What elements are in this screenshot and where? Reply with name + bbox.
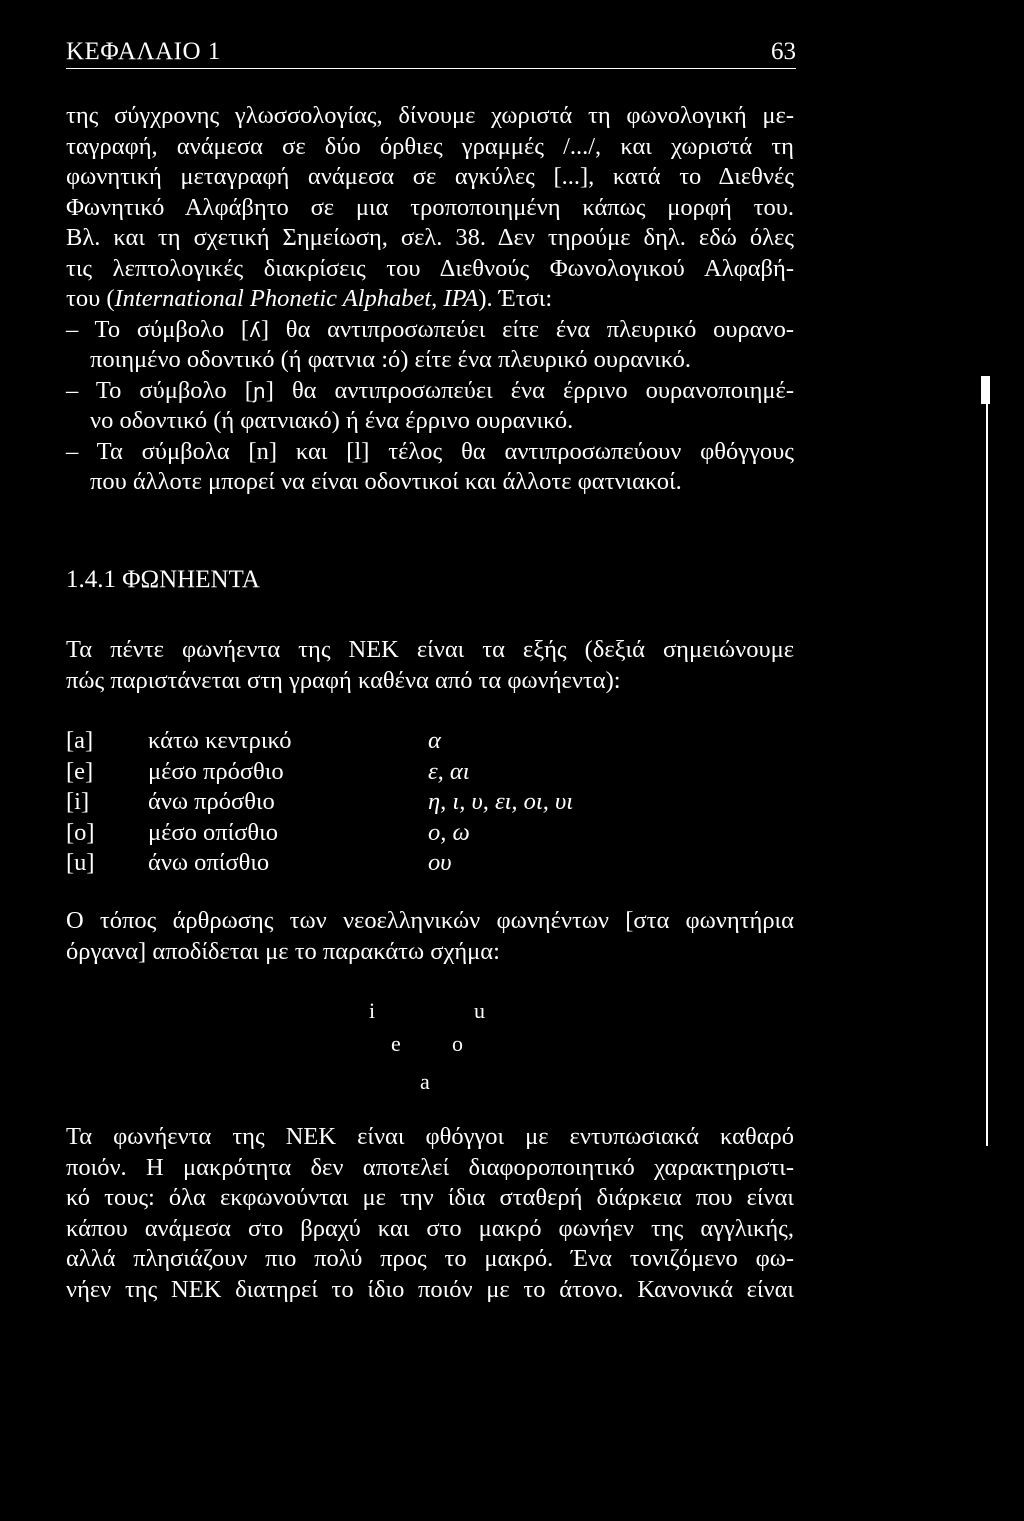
dash-item-3-line-1: – Τα σύμβολα [n] και [l] τέλος θα αντιπροσωπεύουν φθόγγους <box>66 437 794 465</box>
vowel-spelling: ο, ω <box>428 818 470 846</box>
vowel-symbol: [e] <box>66 757 94 785</box>
dash-item-3-line-2: που άλλοτε μπορεί να είναι οδοντικοί και άλλοτε φατνιακοί. <box>90 468 682 495</box>
vowel-description: άνω οπίσθιο <box>148 849 270 876</box>
vowel-symbol: [i] <box>66 788 90 815</box>
text-line: κό τους: όλα εκφωνούνται με την ίδια σταθερή διάρκεια που είναι <box>66 1184 794 1211</box>
ipa-symbol: ɲ <box>252 378 266 403</box>
scan-edge-line <box>986 376 988 1146</box>
section-heading: 1.4.1 ΦΩΝΗΕΝΤΑ <box>66 566 260 593</box>
vowel-description: άνω πρόσθιο <box>148 788 275 815</box>
text-line <box>66 284 794 315</box>
dash-item-2-line-1 <box>66 376 794 407</box>
text-line: Τα πέντε φωνήεντα της ΝΕΚ είναι τα εξής (δεξιά σημειώνουμε <box>66 636 794 663</box>
paragraph-vowel-quality <box>66 1122 794 1305</box>
vowel-spelling: α <box>428 727 441 754</box>
text-line: νήεν της ΝΕΚ διατηρεί το ίδιο ποιόν με το άτονο. Κανονικά είναι <box>66 1275 794 1303</box>
text-line: Τα φωνήεντα της ΝΕΚ είναι φθόγγοι με εντυπωσιακά καθαρό <box>66 1123 794 1150</box>
vowel-diagram <box>340 998 520 1108</box>
text-fragment: – Το σύμβολο [ <box>66 315 250 343</box>
vowel-i: i <box>369 998 376 1023</box>
vowel-u: u <box>474 998 485 1023</box>
ipa-name-italic: International Phonetic Alphabet, IPA <box>114 285 479 312</box>
text-line: όργανα] αποδίδεται με το παρακάτω σχήμα: <box>66 937 500 965</box>
text-line: Βλ. και τη σχετική Σημείωση, σελ. 38. Δεν τηρούμε δηλ. εδώ όλες <box>66 224 794 251</box>
text-line: αλλά πλησιάζουν πιο πολύ προς το μακρό. Ένα τονιζόμενο φω- <box>66 1245 794 1272</box>
text-line: τις λεπτολογικές διακρίσεις του Διεθνούς Φωνολογικού Αλφαβή- <box>66 254 794 282</box>
vowel-e: e <box>391 1031 401 1056</box>
chapter-title: ΚΕΦΑΛΑΙΟ 1 <box>66 38 221 65</box>
vowel-symbol: [o] <box>66 818 95 846</box>
vowel-spelling: ε, αι <box>428 757 470 785</box>
text-fragment: – Το σύμβολο [ <box>66 376 253 404</box>
vowel-o: o <box>452 1031 463 1056</box>
paragraph-vowels-intro <box>66 635 794 696</box>
vowel-description: μέσο πρόσθιο <box>148 757 284 785</box>
dash-item-1-line-1 <box>66 315 794 346</box>
vowel-symbol: [u] <box>66 849 95 876</box>
paragraph-articulation <box>66 906 794 967</box>
text-fragment: ] θα αντιπροσωπεύει ένα έρρινο ουρανοποιημέ- <box>265 376 795 404</box>
text-line: της σύγχρονης γλωσσολογίας, δίνουμε χωριστά τη φωνολογική με- <box>66 102 794 129</box>
text-line: κάπου ανάμεσα στο βραχύ και στο μακρό φωνήεν της αγγλικής, <box>66 1214 794 1242</box>
text-line: ποιόν. Η μακρότητα δεν αποτελεί διαφοροποιητικό χαρακτηριστι- <box>66 1153 794 1181</box>
vowel-description: κάτω κεντρικό <box>148 727 292 754</box>
vowel-spelling: η, ι, υ, ει, οι, υι <box>428 788 574 815</box>
ipa-symbol: ʎ <box>249 317 261 342</box>
text-line: φωνητική μεταγραφή ανάμεσα σε αγκύλες [...], κατά το Διεθνές <box>66 163 794 190</box>
vowel-spelling: ου <box>428 849 452 876</box>
dash-item-2-line-2: νο οδοντικό (ή φατνιακό) ή ένα έρρινο ουρανικό. <box>90 407 574 434</box>
page-number: 63 <box>771 38 796 65</box>
paragraph-ipa-notes <box>66 101 794 498</box>
text-line: Φωνητικό Αλφάβητο σε μια τροποποιημένη κάπως μορφή του. <box>66 193 794 221</box>
text-fragment: ] θα αντιπροσωπεύει είτε ένα πλευρικό ουρανο- <box>260 315 794 343</box>
text-fragment: ). Έτσι: <box>478 285 553 312</box>
text-line: ταγραφή, ανάμεσα σε δύο όρθιες γραμμές /.../, και χωριστά τη <box>66 132 794 160</box>
page-header <box>66 38 796 69</box>
vowel-description: μέσο οπίσθιο <box>148 818 279 846</box>
dash-item-1-line-2: ποιημένο οδοντικό (ή φατνια :ό) είτε ένα πλευρικό ουρανικό. <box>90 346 691 373</box>
vowel-symbol: [a] <box>66 727 94 754</box>
text-line: πώς παριστάνεται στη γραφή καθένα από τα φωνήεντα): <box>66 666 621 694</box>
text-line: Ο τόπος άρθρωσης των νεοελληνικών φωνηέντων [στα φωνητήρια <box>66 907 794 934</box>
vowel-a: a <box>420 1069 430 1094</box>
text-fragment: του ( <box>66 285 115 312</box>
